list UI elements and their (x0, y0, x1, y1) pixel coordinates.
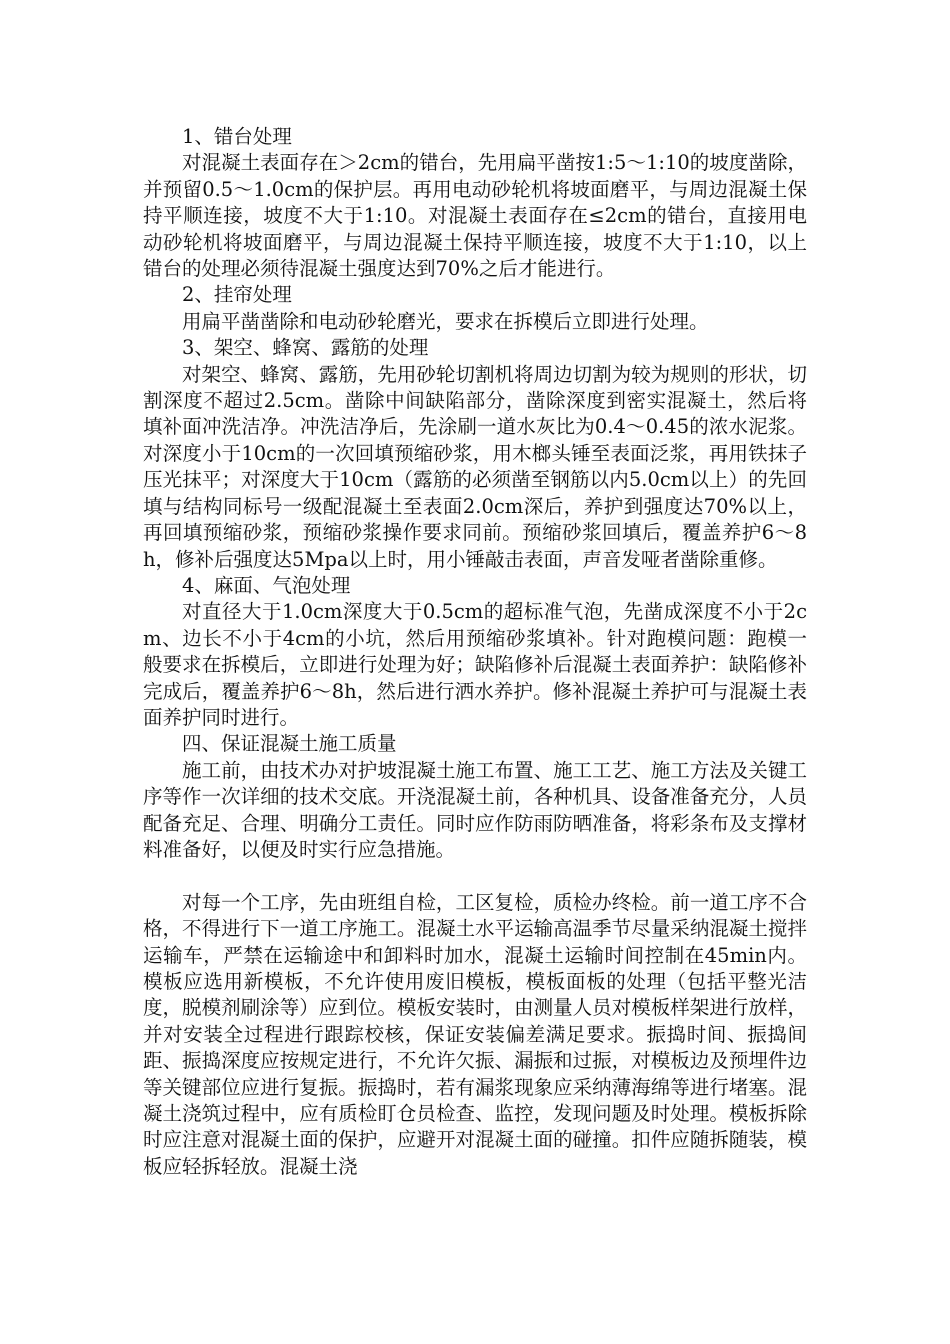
section-heading-quality: 四、保证混凝土施工质量 (182, 732, 397, 756)
section-heading-1: 1、错台处理 (182, 125, 292, 148)
section-heading-4: 4、麻面、气泡处理 (182, 573, 351, 597)
paragraph-stagger-treatment: 对混凝土表面存在＞2cm的错台，先用扁平凿按1:5～1:10的坡度凿除，并预留0.5～1.0cm的保护层。再用电动砂轮机将坡面磨平，与周边混凝土保持平顺连接，坡度不大于1:10。对混凝土表面存在≤2cm的错台，直接用电动砂轮机将坡面磨平，与周边混凝土保持平顺连接，坡度不大于1:10，以上错台的处理必须待混凝土强度达到70%之后才能进行。 (143, 151, 807, 281)
paragraph-pre-construction: 施工前，由技术办对护坡混凝土施工布置、施工工艺、施工方法及关键工序等作一次详细的技术交底。开浇混凝土前，各种机具、设备准备充分，人员配备充足、合理、明确分工责任。同时应作防雨防晒准备，将彩条布及支撑材料准备好，以便及时实行应急措施。 (143, 758, 807, 861)
section-heading-3: 3、架空、蜂窝、露筋的处理 (182, 336, 429, 360)
paragraph-pitting-treatment: 对直径大于1.0cm深度大于0.5cm的超标准气泡，先凿成深度不小于2cm、边长不小于4cm的小坑，然后用预缩砂浆填补。针对跑模问题：跑模一般要求在拆模后，立即进行处理为好；缺陷修补后混凝土表面养护：缺陷修补完成后，覆盖养护6～8h，然后进行洒水养护。修补混凝土养护可与混凝土表面养护同时进行。 (143, 600, 807, 729)
document-body (143, 124, 807, 1180)
section-heading-2: 2、挂帘处理 (182, 283, 292, 307)
paragraph-curtain-treatment: 用扁平凿凿除和电动砂轮磨光，要求在拆模后立即进行处理。 (182, 309, 709, 333)
paragraph-honeycomb-treatment: 对架空、蜂窝、露筋，先用砂轮切割机将周边切割为较为规则的形状，切割深度不超过2.5cm。凿除中间缺陷部分，凿除深度到密实混凝土，然后将填补面冲洗洁净。冲洗洁净后，先涂刷一道水灰比为0.4～0.45的浓水泥浆。对深度小于10cm的一次回填预缩砂浆，用木榔头锤至表面泛浆，再用铁抹子压光抹平；对深度大于10cm（露筋的必须凿至钢筋以内5.0cm以上）的先回填与结构同标号一级配混凝土至表面2.0cm深后，养护到强度达70%以上，再回填预缩砂浆，预缩砂浆操作要求同前。预缩砂浆回填后，覆盖养护6～8h，修补后强度达5Mpa以上时，用小锤敲击表面，声音发哑者凿除重修。 (143, 362, 807, 571)
paragraph-process-control: 对每一个工序，先由班组自检，工区复检，质检办终检。前一道工序不合格，不得进行下一道工序施工。混凝土水平运输高温季节尽量采纳混凝土搅拌运输车，严禁在运输途中和卸料时加水，混凝土运输时间控制在45min内。模板应选用新模板，不允许使用废旧模板，模板面板的处理（包括平整光洁度，脱模剂刷涂等）应到位。模板安装时，由测量人员对模板样架进行放样，并对安装全过程进行跟踪校核，保证安装偏差满足要求。振捣时间、振捣间距、振捣深度应按规定进行，不允许欠振、漏振和过振，对模板边及预埋件边等关键部位应进行复振。振捣时，若有漏浆现象应采纳薄海绵等进行堵塞。混凝土浇筑过程中，应有质检盯仓员检查、监控，发现问题及时处理。模板拆除时应注意对混凝土面的保护，应避开对混凝土面的碰撞。扣件应随拆随装，模板应轻拆轻放。混凝土浇 (143, 890, 807, 1178)
paragraph-gap (143, 863, 807, 889)
